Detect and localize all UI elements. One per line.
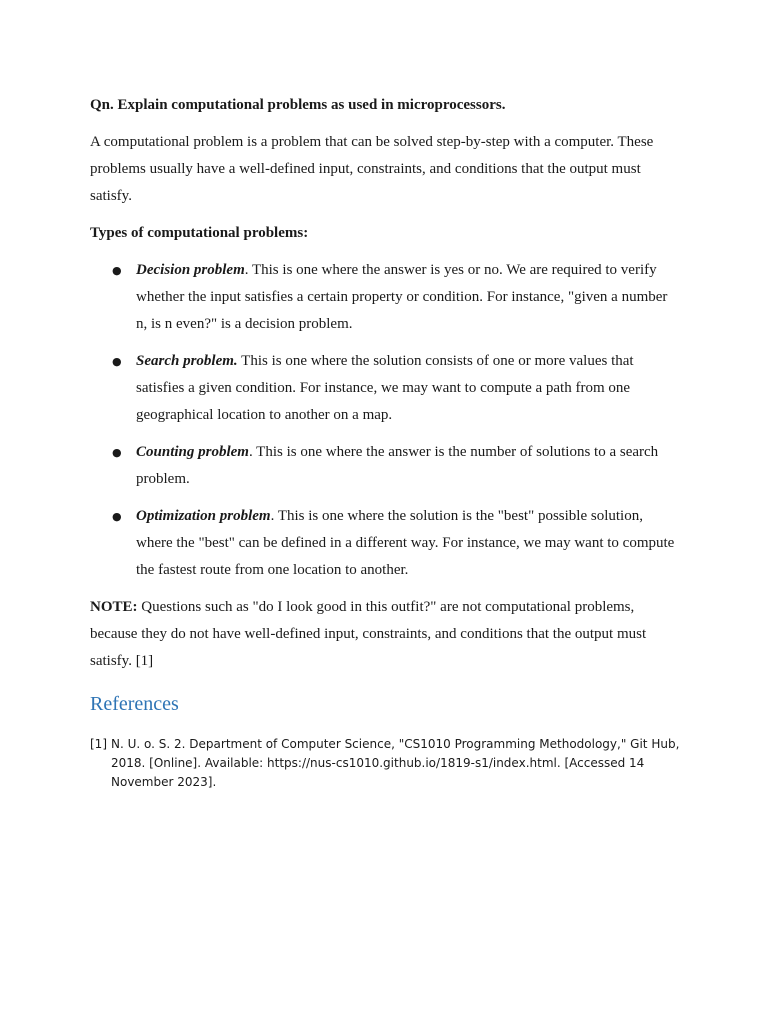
bullet-icon: ● [112, 264, 122, 277]
bullet-icon: ● [112, 510, 122, 523]
term-label: Search problem. [136, 353, 238, 369]
list-item-decision-problem [90, 257, 680, 338]
bullet-icon: ● [112, 446, 122, 459]
question-heading: Qn. Explain computational problems as used in microprocessors. [90, 97, 506, 113]
term-description: . This is one where the solution is the "best" possible solution, where the "best" can be defined in a different way. For instance, we may want to compute the fastest route from one location to another. [136, 508, 675, 578]
term-label: Optimization problem [136, 508, 271, 524]
list-item-counting-problem [90, 439, 680, 493]
reference-item [90, 735, 686, 792]
reference-text: N. U. o. S. 2. Department of Computer Science, "CS1010 Programming Methodology," Git Hub, 2018. [Online]. Available: https://nus-cs1010.github.io/1819-s1/index.html. [Accessed 14 November 2023]. [111, 737, 680, 789]
list-item-search-problem [90, 348, 680, 429]
term-label: Decision problem [136, 262, 245, 278]
note-label: NOTE: [90, 599, 138, 615]
bullet-icon: ● [112, 355, 122, 368]
note-text: Questions such as "do I look good in this outfit?" are not computational problems, because they do not have well-defined input, constraints, and conditions that the output must satisfy. [1] [90, 599, 647, 669]
note-paragraph [90, 594, 680, 675]
term-description: . This is one where the answer is the number of solutions to a search problem. [136, 444, 659, 487]
types-heading: Types of computational problems: [90, 225, 309, 241]
term-description: . This is one where the answer is yes or no. We are required to verify whether the input satisfies a certain property or condition. For instance, "given a number n, is n even?" is a decision problem. [136, 262, 668, 332]
term-description: This is one where the solution consists of one or more values that satisfies a given condition. For instance, we may want to compute a path from one geographical location to another on a map. [136, 353, 634, 423]
reference-number: [1] [90, 737, 107, 751]
term-label: Counting problem [136, 444, 249, 460]
types-list [90, 257, 680, 584]
document-page [90, 92, 680, 792]
intro-paragraph: A computational problem is a problem that can be solved step-by-step with a computer. These problems usually have a well-defined input, constraints, and conditions that the output must satisfy. [90, 134, 654, 204]
list-item-optimization-problem [90, 503, 680, 584]
references-heading: References [90, 693, 179, 715]
